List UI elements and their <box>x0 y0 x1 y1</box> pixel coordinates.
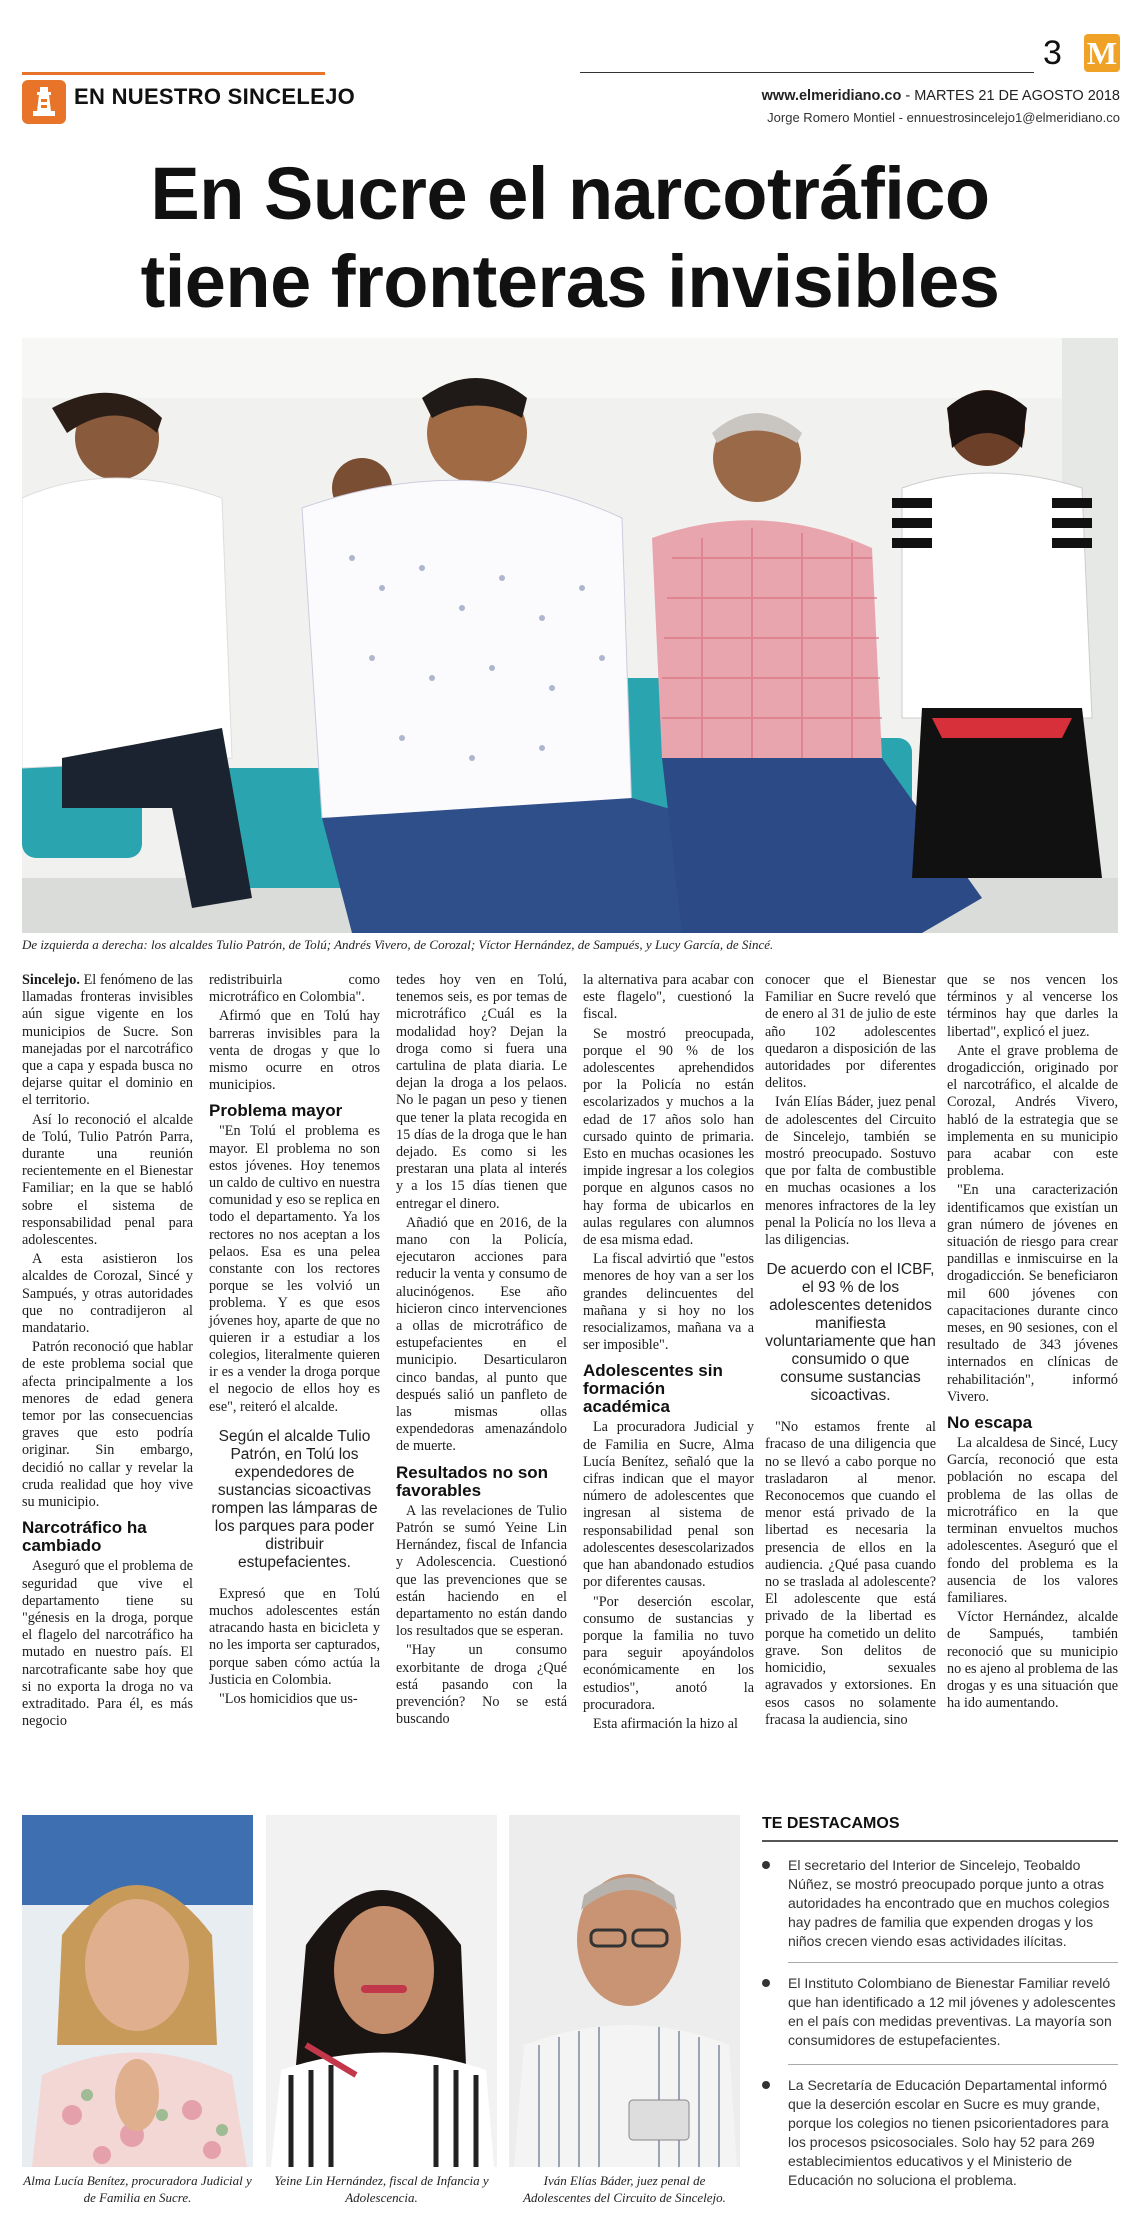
main-photo <box>22 338 1118 933</box>
article-column-3 <box>396 972 567 1730</box>
paragraph: "En una caracterización identificamos que existían un gran número de jóvenes en situación de riesgo para crear pandillas e inmiscuirse en la drogadicción. Se beneficiaron mil 600 jóvenes con capacitaciones durante cinco meses, en 90 sesiones, con el resultado de 343 jóvenes internados en clínicas de rehabilitación", informó Vivero. <box>947 1182 1118 1405</box>
bullet-icon <box>762 1861 770 1869</box>
portrait-photo <box>266 1815 497 2167</box>
paragraph: "No estamos frente al fracaso de una diligencia que no se llevó a cabo porque no trasladaron al menor. Reconocemos que cuando el menor está privado de la libertad es necesaria la presencia de ellos en la audiencia. ¿Qué pasa cuando no se traslada al adolescente? El adolescente que está privado de la libertad es porque ha cometido un delito grave. Son delitos de homicidio, sexuales agravados y extorsiones. En esos casos no solamente fracasa la audiencia, sino <box>765 1419 936 1728</box>
portrait-caption: Iván Elías Báder, juez penal de Adolescentes del Circuito de Sincelejo. <box>523 2173 726 2205</box>
highlight-item <box>762 1974 1118 2050</box>
paragraph: conocer que el Bienestar Familiar en Sucre reveló que de enero al 31 de julio de este año 102 adolescentes quedaron a disposición de las autoridades por diferentes delitos. <box>765 972 936 1092</box>
paragraph: redistribuirla como microtráfico en Colombia". <box>209 972 380 1006</box>
paragraph: Iván Elías Báder, juez penal de adolescentes del Circuito de Sincelejo, también se mostró preocupado. Sostuvo que por falta de combustible en muchas ocasiones a los menores infractores de la ley penal la Policía no los lleva a las diligencias. <box>765 1094 936 1249</box>
paragraph: Víctor Hernández, alcalde de Sampués, también reconoció que su municipio no es ajeno al problema de las drogas y es una situación que ha ido aumentando. <box>947 1609 1118 1712</box>
divider <box>788 2064 1118 2065</box>
highlight-text: El Instituto Colombiano de Bienestar Familiar reveló que han identificado a 12 mil jóvenes y adolescentes en el país con medidas preventivas. La mayoría son consumidores de estupefacientes. <box>788 1975 1116 2048</box>
paragraph <box>22 972 193 1110</box>
article-column-1 <box>22 972 193 1732</box>
brand-logo: M <box>1084 34 1120 72</box>
paragraph: Esta afirmación la hizo al <box>593 1715 738 1732</box>
paragraph: Añadió que en 2016, de la mano con la Policía, ejecutaron acciones para reducir la venta y consumo de alucinógenos. Ese año hicieron cinco intervenciones a ollas de microtráfico de estupefacientes en el municipio. Desarticularon cinco bandas, al punto que después salió un panfleto de las mismas ollas expendedoras amenazándolo de muerte. <box>396 1214 567 1455</box>
article-column-2 <box>209 972 380 1710</box>
portrait-caption: Alma Lucía Benítez, procuradora Judicial y de Familia en Sucre. <box>23 2173 252 2205</box>
page-number: 3 <box>1043 34 1062 72</box>
portrait-photo <box>509 1815 740 2167</box>
headline-line-2: tiene fronteras invisibles <box>140 240 1000 323</box>
paragraph: "Hay un consumo exorbitante de droga ¿Qué está pasando con la prevención? No se está buscando <box>396 1642 567 1728</box>
paragraph-text: El fenómeno de las llamadas fronteras invisibles aún sigue vigente en los municipios de Sucre. Son manejadas por el narcotráfico que a capa y espada busca no dejarse quitar el dominio en el territorio. <box>22 972 193 1109</box>
portrait-photo <box>22 1815 253 2167</box>
bullet-icon <box>762 2081 770 2089</box>
photo-caption: De izquierda a derecha: los alcaldes Tulio Patrón, de Tolú; Andrés Vivero, de Corozal; Víctor Hernández, de Sampués, y Lucy García, de Sincé. <box>22 937 774 952</box>
highlight-item <box>762 2076 1118 2190</box>
paragraph: Aseguró que el problema de seguridad que vive el departamento tiene su "génesis en la droga, porque el flagelo del narcotráfico ha mutado en nuestro país. El narcotraficante sabe hoy que si no exporta la droga no va extraditado. Para él, es más negocio <box>22 1558 193 1730</box>
paragraph: "En Tolú el problema es mayor. El problema no son estos jóvenes. Hoy tenemos un caldo de cultivo en nuestra comunidad y eso se replica en todo el departamento. Ya los rectores no nos aceptan a los pelaos. Esa es una pelea constante con los rectores porque se les volvió un problema. Y es que esos jóvenes hoy, aparte de que no quieren ir a estudiar a los colegios, literalmente quieren ir es a vender la droga porque el negocio de ellos hoy es ese", reiteró el alcalde. <box>209 1123 380 1415</box>
paragraph: tedes hoy ven en Tolú, tenemos seis, es por temas de microtráfico ¿Cuál es la modalidad hoy? Dejan la droga como si fuera una cartulina de plata diaria. Le dejan la droga a los pelaos. No le pagan un peso y tienen que tener la plata recogida en 15 días de la droga que le han dejado. Es como si les prestaran una plata al interés y a los 15 días tienen que entregar el dinero. <box>396 972 567 1212</box>
highlight-item <box>762 1856 1118 1951</box>
paragraph: Así lo reconoció el alcalde de Tolú, Tulio Patrón Parra, durante una reunión recientemente en el Bienestar Familiar; en la que se habló sobre el sistema de responsabilidad penal para adolescentes. <box>22 1111 193 1249</box>
author-line: Jorge Romero Montiel - ennuestrosincelejo1@elmeridiano.co <box>767 110 1120 125</box>
bullet-icon <box>762 1979 770 1987</box>
paragraph: "Por deserción escolar, consumo de sustancias y porque la familia no tuvo para seguir apoyándolos económicamente en los estudios", anotó la procuradora. <box>583 1593 754 1713</box>
article-column-6 <box>947 972 1118 1714</box>
issue-date: - MARTES 21 DE AGOSTO 2018 <box>901 88 1120 104</box>
section-rule <box>22 72 325 75</box>
masthead-line <box>600 88 1120 104</box>
section-name: EN NUESTRO SINCELEJO <box>74 84 356 109</box>
pull-quote: De acuerdo con el ICBF, el 93 % de los adolescentes detenidos manifiesta voluntariamente que han consumido o que consume sustancias sicoactivas. <box>765 1261 936 1405</box>
paragraph: Ante el grave problema de drogadicción, originado por el narcotráfico, el alcalde de Corozal, Andrés Vivero, habló de la estrategia que se implementa en su municipio para acabar con este problema. <box>947 1042 1118 1180</box>
site-url[interactable]: www.elmeridiano.co <box>761 88 902 104</box>
subheading: Problema mayor <box>209 1101 343 1121</box>
subheading: No escapa <box>947 1413 1033 1433</box>
article-column-4 <box>583 972 754 1735</box>
top-rule <box>580 72 1034 73</box>
lighthouse-icon <box>22 80 66 124</box>
subheading: Narcotráfico ha cambiado <box>22 1518 147 1556</box>
article-column-5 <box>765 972 936 1731</box>
paragraph: A las revelaciones de Tulio Patrón se sumó Yeine Lin Hernández, fiscal de Infancia y Adolescencia. Cuestionó que las prevenciones que se están haciendo en el departamento no están dando los resultados que se esperan. <box>396 1502 567 1640</box>
dateline: Sincelejo. <box>22 972 80 988</box>
portrait-caption: Yeine Lin Hernández, fiscal de Infancia y Adolescencia. <box>274 2173 489 2205</box>
headline-line-1: En Sucre el narcotráfico <box>150 152 990 235</box>
paragraph: La alcaldesa de Sincé, Lucy García, reconoció que esta población no escapa del problema de las ollas de microtráfico en la que terminan envueltos muchos adolescentes. Aseguró que el fondo del problema es la ausencia de los valores familiares. <box>947 1435 1118 1606</box>
paragraph: "Los homicidios que us- <box>219 1691 358 1708</box>
highlight-text: La Secretaría de Educación Departamental informó que la deserción escolar en Sucre es muy grande, porque los colegios no tienen psicorientadores para los procesos psicosociales. Solo hay 52 para 269 establecimientos educativos y el Ministerio de Educación no soluciona el problema. <box>788 2077 1109 2188</box>
headline <box>22 150 1118 326</box>
sidebar-title: TE DESTACAMOS <box>762 1815 900 1832</box>
paragraph: A esta asistieron los alcaldes de Corozal, Sincé y Sampués, y otras autoridades que no contradijeron al mandatario. <box>22 1251 193 1337</box>
paragraph: La fiscal advirtió que "estos menores de hoy van a ser los grandes delincuentes del mañana y si hoy no los resocializamos, mañana va a ser imposible". <box>583 1251 754 1354</box>
divider <box>788 1962 1118 1963</box>
subheading: Resultados no son favorables <box>396 1462 549 1500</box>
paragraph: la alternativa para acabar con este flagelo", cuestionó la fiscal. <box>583 972 754 1023</box>
paragraph: Patrón reconoció que hablar de este problema social que afecta principalmente a los menores de edad genera temor por las consecuencias graves que esto podría originar. Sin embargo, decidió no callar y revelar la cruda realidad que hoy vive su municipio. <box>22 1339 193 1511</box>
highlight-text: El secretario del Interior de Sincelejo, Teobaldo Núñez, se mostró preocupado porque junto a otras autoridades ha encontrado que en muchos colegios hay padres de familia que expenden drogas y los niños crecen viendo esas actividades ilícitas. <box>788 1857 1110 1949</box>
paragraph: Expresó que en Tolú muchos adolescentes están atracando hasta en bicicleta y no les importa ser capturados, porque saben cómo actúa la Justicia en Colombia. <box>209 1585 380 1688</box>
subheading: Adolescentes sin formación académica <box>583 1361 723 1417</box>
paragraph: Se mostró preocupada, porque el 90 % de los adolescentes aprehendidos por la Policía no están escolarizados y muchos a la edad de 17 años solo han cursado quinto de primaria. Esto en muchas ocasiones les impide ingresar a los colegios porque en algunos casos no hay forma de ubicarlos en aulas regulares con alumnos de esa misma edad. <box>583 1025 754 1249</box>
paragraph: La procuradora Judicial y de Familia en Sucre, Alma Lucía Benítez, señaló que la cifras indican que el mayor número de adolescentes que ingresan al sistema de responsabilidad penal son adolescentes desescolarizados que han abandonado estudios por diferentes causas. <box>583 1419 754 1591</box>
sidebar-rule <box>762 1840 1118 1842</box>
pull-quote: Según el alcalde Tulio Patrón, en Tolú los expendedores de sustancias sicoactivas rompen las lámparas de los parques para poder distribuir estupefacientes. <box>211 1427 378 1571</box>
paragraph: Afirmó que en Tolú hay barreras invisibles para la venta de drogas y que lo mismo ocurre en otros municipios. <box>209 1008 380 1094</box>
paragraph: que se nos vencen los términos y al vencerse los términos hay que darles la libertad", explicó el juez. <box>947 972 1118 1040</box>
